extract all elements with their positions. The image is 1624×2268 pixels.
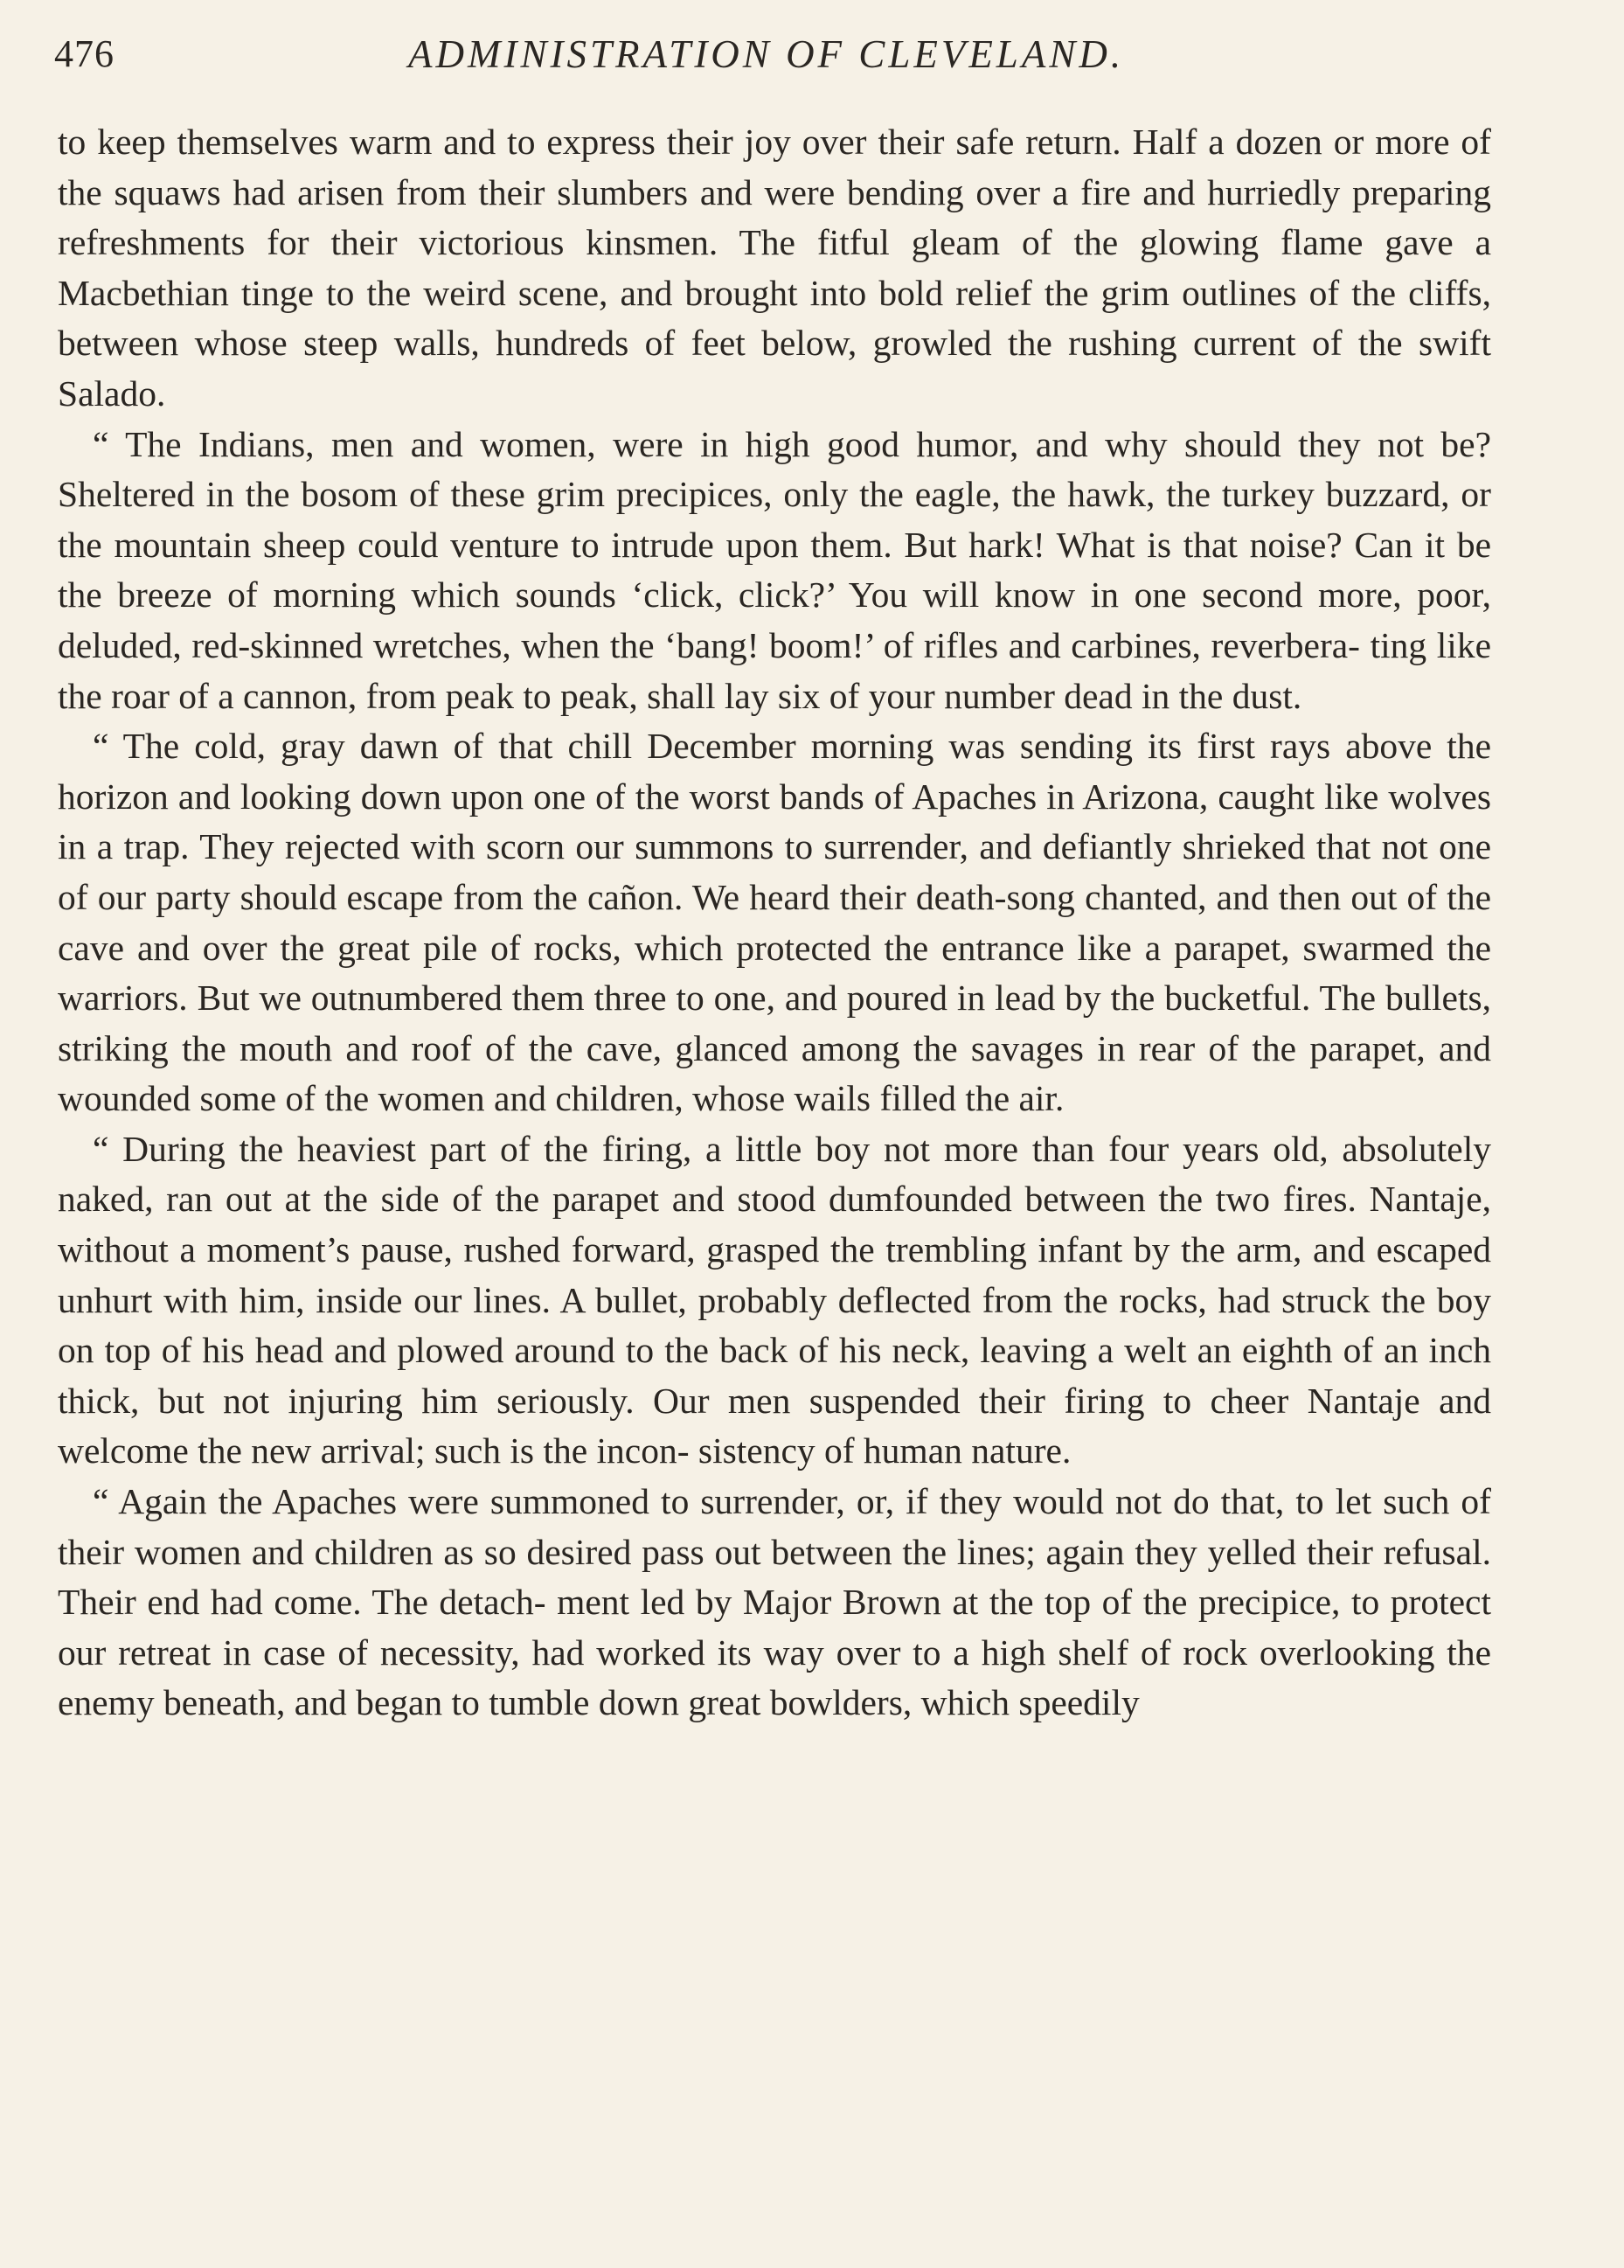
paragraph-2: “ The Indians, men and women, were in high good humor, and why should they not be? Sheltered in the bosom of these grim precipices, only the eagle, the hawk, the turkey buzzard, or the mountain sheep could venture to intrude upon them. But hark! What is that noise? Can it be the breeze of morning which sounds ‘click, click?’ You will know in one second more, poor, deluded, red-skinned wretches, when the ‘bang! boom!’ of rifles and carbines, reverbera- ting like the roar of a cannon, from peak to peak, shall lay six of your number dead in the dust. [58, 423, 1491, 716]
page-number: 476 [54, 32, 115, 75]
running-head: ADMINISTRATION OF CLEVELAND. [408, 32, 1125, 76]
body-text [58, 117, 1491, 1729]
paragraph-5: “ Again the Apaches were summoned to surrender, or, if they would not do that, to let such of their women and children as so desired pass out between the lines; again they yelled their refusal. Their end had come. The detach- ment led by Major Brown at the top of the precipice, to protect our retreat in case of necessity, had worked its way over to a high shelf of rock overlooking the enemy beneath, and began to tumble down great bowlders, which speedily [58, 1481, 1491, 1723]
paragraph-4: “ During the heaviest part of the firing, a little boy not more than four years old, absolutely naked, ran out at the side of the parapet and stood dumfounded between the two fires. Nantaje, without a moment’s pause, rushed forward, grasped the trembling infant by the arm, and escaped unhurt with him, inside our lines. A bullet, probably deflected from the rocks, had struck the boy on top of his head and plowed around to the back of his neck, leaving a welt an eighth of an inch thick, but not injuring him seriously. Our men suspended their firing to cheer Nantaje and welcome the new arrival; such is the incon- sistency of human nature. [58, 1128, 1491, 1471]
paragraph-3: “ The cold, gray dawn of that chill December morning was sending its first rays above the horizon and looking down upon one of the worst bands of Apaches in Arizona, caught like wolves in a trap. They rejected with scorn our summons to surrender, and defiantly shrieked that not one of our party should escape from the cañon. We heard their death-song chanted, and then out of the cave and over the great pile of rocks, which protected the entrance like a parapet, swarmed the warriors. But we outnumbered them three to one, and poured in lead by the bucketful. The bullets, striking the mouth and roof of the cave, glanced among the savages in rear of the parapet, and wounded some of the women and children, whose wails filled the air. [58, 726, 1491, 1119]
page-header [54, 31, 1505, 93]
paragraph-1: to keep themselves warm and to express their joy over their safe return. Half a dozen or more of the squaws had arisen from their slumbers and were bending over a fire and hurriedly preparing refreshments for their victorious kinsmen. The fitful gleam of the glowing flame gave a Macbethian tinge to the weird scene, and brought into bold relief the grim outlines of the cliffs, between whose steep walls, hundreds of feet below, growled the rushing current of the swift Salado. [58, 122, 1491, 414]
